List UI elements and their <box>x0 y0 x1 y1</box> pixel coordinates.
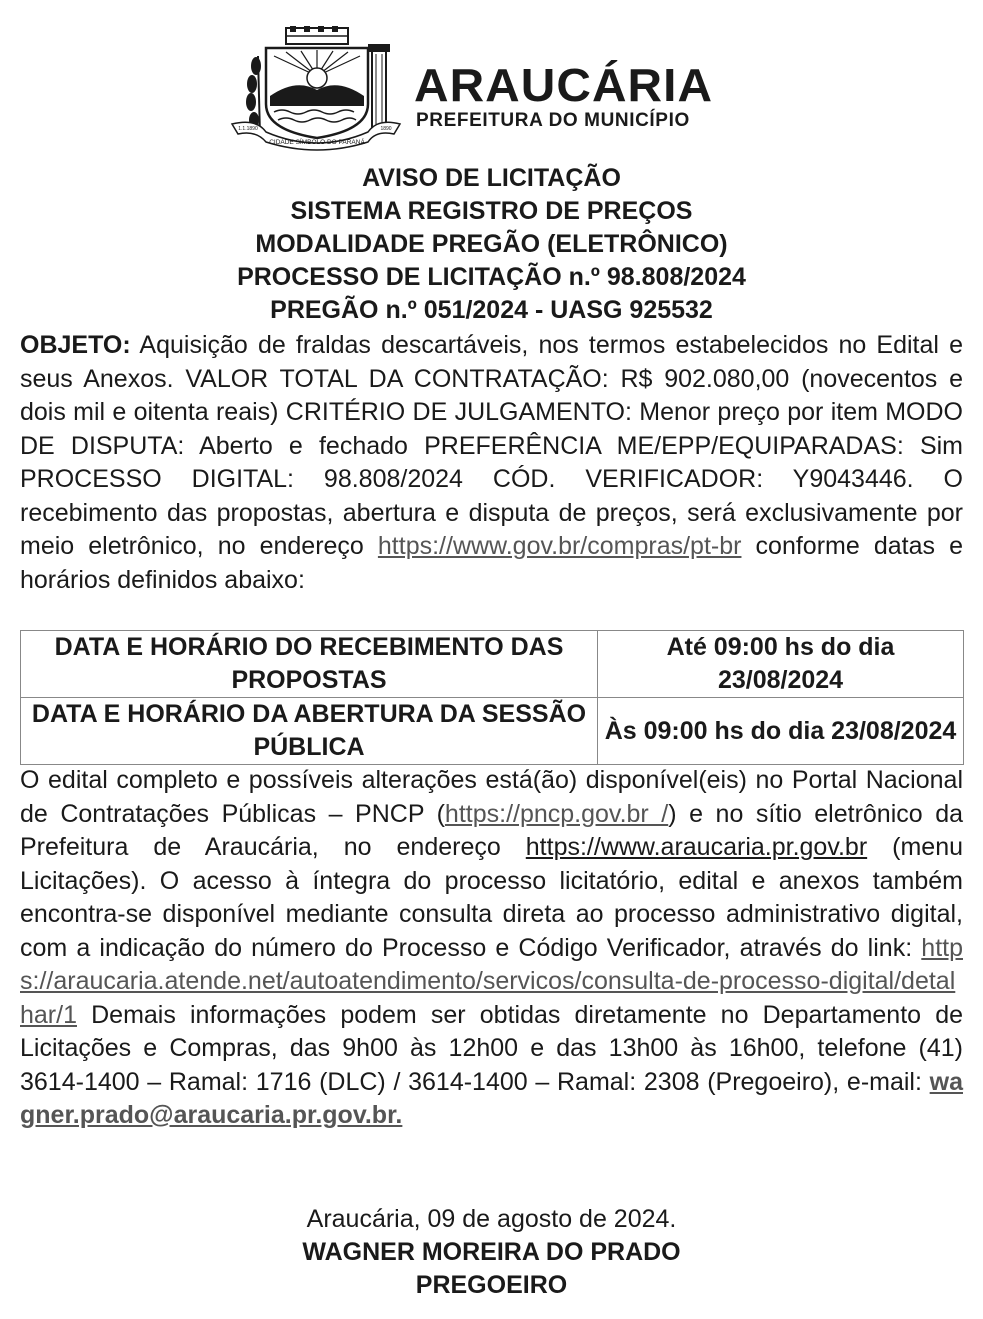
title-line: AVISO DE LICITAÇÃO <box>362 164 621 192</box>
brand <box>414 59 714 132</box>
municipal-crest-icon <box>226 26 404 152</box>
place-date: Araucária, 09 de agosto de 2024. <box>306 1205 677 1233</box>
signer-role: PREGOEIRO <box>415 1271 568 1299</box>
signer-name: WAGNER MOREIRA DO PRADO <box>302 1238 681 1266</box>
pncp-link[interactable]: https://pncp.gov.br / <box>444 799 669 828</box>
objeto-text-after: conforme datas e horários definidos abaixo: <box>20 532 963 594</box>
araucaria-site-link[interactable]: https://www.araucaria.pr.gov.br <box>525 833 868 861</box>
objeto-label: OBJETO: <box>20 331 131 359</box>
header <box>0 22 983 152</box>
schedule-value: Às 09:00 hs do dia 23/08/2024 <box>598 698 964 765</box>
info-paragraph <box>20 764 963 1133</box>
schedule-label: DATA E HORÁRIO DA ABERTURA DA SESSÃO PÚBLICA <box>21 698 598 765</box>
title-line: MODALIDADE PREGÃO (ELETRÔNICO) <box>255 230 728 258</box>
brand-subtitle: PREFEITURA DO MUNICÍPIO <box>416 110 690 131</box>
schedule-value: Até 09:00 hs do dia 23/08/2024 <box>598 631 964 698</box>
crest-year-right: 1890 <box>380 126 392 132</box>
objeto-text: Aquisição de fraldas descartáveis, nos termos estabelecidos no Edital e seus Anexos. VALOR TOTAL DA CONTRATAÇÃO: R$ 902.080,00 (novecentos e dois mil e oitenta reais) CRITÉRIO DE JULGAMENTO: Menor preço por item MODO DE DISPUTA: Aberto e fechado PREFERÊNCIA ME/EPP/EQUIPARADAS: Sim PROCESSO DIGITAL: 98.808/2024 CÓD. VERIFICADOR: Y9043446. O recebimento das propostas, abertura e disputa de preços, será exclusivamente por meio eletrônico, no endereço <box>20 331 963 560</box>
title-line: SISTEMA REGISTRO DE PREÇOS <box>290 197 693 225</box>
signature-block <box>0 1203 983 1302</box>
email-link[interactable]: wagner.prado@araucaria.pr.gov.br. <box>20 1067 963 1129</box>
objeto-paragraph <box>20 329 963 597</box>
schedule-label: DATA E HORÁRIO DO RECEBIMENTO DAS PROPOSTAS <box>21 631 598 698</box>
brand-name: ARAUCÁRIA <box>414 59 714 111</box>
table-row <box>21 631 964 698</box>
crest-year-left: 1.1.1890 <box>238 126 258 132</box>
table-row <box>21 698 964 765</box>
info-text: (menu Licitações). O acesso à íntegra do processo licitatório, edital e anexos também encontra-se disponível mediante consulta direta ao processo administrativo digital, com a indicação do número do Processo e Código Verificador, através do link: <box>20 833 963 962</box>
info-text: ) e no sítio eletrônico da Prefeitura de Araucária, no endereço <box>20 799 964 861</box>
title-line: PROCESSO DE LICITAÇÃO n.º 98.808/2024 <box>237 263 746 291</box>
compras-link[interactable]: https://www.gov.br/compras/pt-br <box>377 532 742 560</box>
title-line: PREGÃO n.º 051/2024 - UASG 925532 <box>270 296 713 324</box>
notice-titles <box>0 162 983 327</box>
atende-process-link[interactable]: https://araucaria.atende.net/autoatendimento/servicos/consulta-de-processo-digital/detalhar/1 <box>20 933 963 1029</box>
info-text: O edital completo e possíveis alterações está(ão) disponível(eis) no Portal Nacional de Contratações Públicas – PNCP ( <box>20 766 963 828</box>
crest-motto: CIDADE SÍMBOLO DO PARANÁ <box>269 139 365 146</box>
info-text: Demais informações podem ser obtidas diretamente no Departamento de Licitações e Compras, das 9h00 às 12h00 e das 13h00 às 16h00, telefone (41) 3614-1400 – Ramal: 1716 (DLC) / 3614-1400 – Ramal: 2308 (Pregoeiro), e-mail: <box>20 1000 963 1096</box>
schedule-table <box>20 630 964 765</box>
